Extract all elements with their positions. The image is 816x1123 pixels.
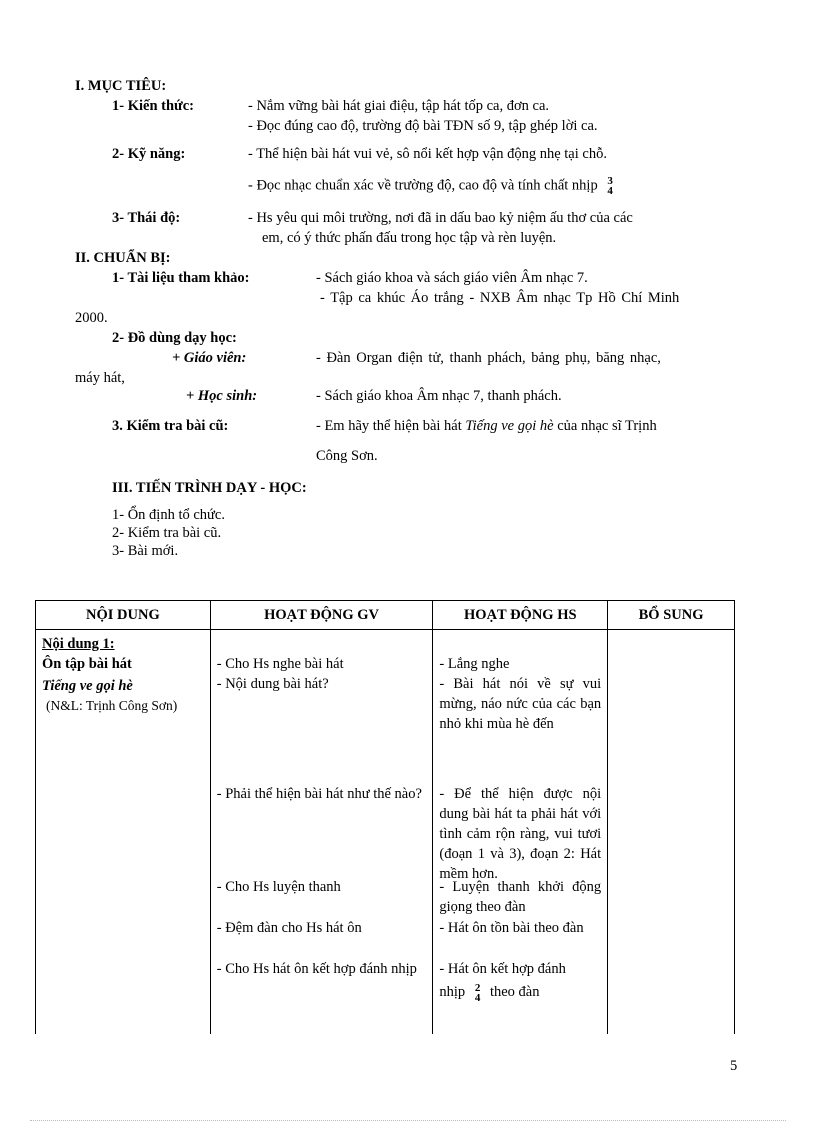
refs-line-1: - Sách giáo khoa và sách giáo viên Âm nhạc 7.: [316, 270, 588, 286]
attitude-label: 3- Thái độ:: [112, 210, 181, 226]
refs-line-2: - Tập ca khúc Áo trắng - NXB Âm nhạc Tp Hồ Chí Minh: [320, 290, 680, 306]
student-label: + Học sinh:: [186, 388, 258, 404]
page-number: 5: [730, 1058, 738, 1074]
hs-item-4: - Luyện thanh khởi động giọng theo đàn: [439, 879, 602, 915]
teacher-cell: [211, 630, 433, 1034]
skills-line-1: - Thể hiện bài hát vui vẻ, sô nổi kết hợp vận động nhẹ tại chỗ.: [248, 146, 607, 162]
check-label: 3. Kiểm tra bài cũ:: [112, 418, 229, 434]
refs-line-3: 2000.: [75, 310, 108, 326]
teacher-line-2: máy hát,: [75, 370, 125, 386]
hs-item-1: - Lắng nghe: [439, 656, 510, 672]
hs-item-3: - Để thể hiện được nội dung bài hát ta phải hát với tình cảm rộn ràng, vui tươi (đoạn 1 và 3), đoạn 2: Hát mềm hơn.: [439, 786, 602, 882]
gv-item-5: - Đệm đàn cho Hs hát ôn: [216, 920, 362, 936]
content-subtitle: Ôn tập bài hát: [42, 656, 132, 672]
time-signature-3-4: 3 4: [607, 175, 613, 197]
hs-item-5: - Hát ôn tồn bài theo đàn: [439, 920, 584, 936]
hs-item-2: - Bài hát nói về sự vui mừng, náo nức của các bạn nhỏ khi mùa hè đến: [439, 676, 602, 732]
skills-line-2: - Đọc nhạc chuẩn xác về trường độ, cao độ và tính chất nhịp: [248, 177, 598, 194]
content-title: Nội dung 1:: [42, 636, 115, 652]
hs-item-6-line-2: nhịp 2 4 theo đàn: [439, 981, 540, 1004]
check-line-1: - Em hãy thể hiện bài hát Tiếng ve gọi hè của nhạc sĩ Trịnh: [316, 418, 657, 434]
step-3: 3- Bài mới.: [112, 543, 179, 559]
gv-item-4: - Cho Hs luyện thanh: [216, 879, 341, 895]
student-cell: [433, 630, 607, 1034]
knowledge-label: 1- Kiến thức:: [112, 98, 194, 114]
skills-label: 2- Kỹ năng:: [112, 146, 186, 162]
page-bottom-divider: [30, 1120, 786, 1121]
time-signature-2-4: 2 4: [474, 981, 481, 1004]
section-3-heading: III. TIẾN TRÌNH DẠY - HỌC:: [112, 480, 307, 496]
teacher-label: + Giáo viên:: [172, 350, 247, 366]
supplement-cell: [608, 630, 734, 1034]
check-song-title: Tiếng ve gọi hè: [465, 418, 554, 434]
gv-item-6: - Cho Hs hát ôn kết hợp đánh nhịp: [216, 961, 417, 977]
col-header-teacher: HOẠT ĐỘNG GV: [210, 601, 433, 630]
gv-item-2: - Nội dung bài hát?: [216, 676, 329, 692]
step-1: 1- Ổn định tổ chức.: [112, 507, 225, 523]
step-2: 2- Kiểm tra bài cũ.: [112, 525, 222, 541]
hs-item-6-line-1: - Hát ôn kết hợp đánh: [439, 961, 566, 977]
content-song: Tiếng ve gọi hè: [42, 678, 133, 694]
check-line-2: Công Sơn.: [316, 448, 378, 464]
col-header-content: NỘI DUNG: [36, 601, 211, 630]
lesson-table: [35, 600, 735, 1034]
knowledge-line-1: - Nắm vững bài hát giai điệu, tập hát tốp ca, đơn ca.: [248, 98, 550, 114]
attitude-line-2: em, có ý thức phấn đấu trong học tập và rèn luyện.: [262, 230, 557, 246]
col-header-student: HOẠT ĐỘNG HS: [433, 601, 608, 630]
content-author: (N&L: Trịnh Công Sơn): [46, 698, 178, 713]
section-2-heading: II. CHUẨN BỊ:: [75, 250, 171, 266]
section-1-heading: I. MỤC TIÊU:: [75, 78, 167, 94]
gv-item-3: - Phải thể hiện bài hát như thế nào?: [216, 786, 422, 802]
knowledge-line-2: - Đọc đúng cao độ, trường độ bài TĐN số 9, tập ghép lời ca.: [248, 118, 598, 134]
student-line: - Sách giáo khoa Âm nhạc 7, thanh phách.: [316, 388, 562, 404]
attitude-line-1: - Hs yêu qui môi trường, nơi đã in dấu bao kỷ niệm ấu thơ của các: [248, 210, 633, 226]
tools-label: 2- Đồ dùng dạy học:: [112, 330, 237, 346]
skills-line-2-wrap: [248, 176, 613, 196]
teacher-line-1: - Đàn Organ điện tử, thanh phách, bảng phụ, băng nhạc,: [316, 350, 661, 366]
gv-item-1: - Cho Hs nghe bài hát: [216, 656, 344, 672]
col-header-supplement: BỔ SUNG: [608, 601, 735, 630]
content-cell: [36, 630, 210, 1034]
refs-label: 1- Tài liệu tham khảo:: [112, 270, 250, 286]
